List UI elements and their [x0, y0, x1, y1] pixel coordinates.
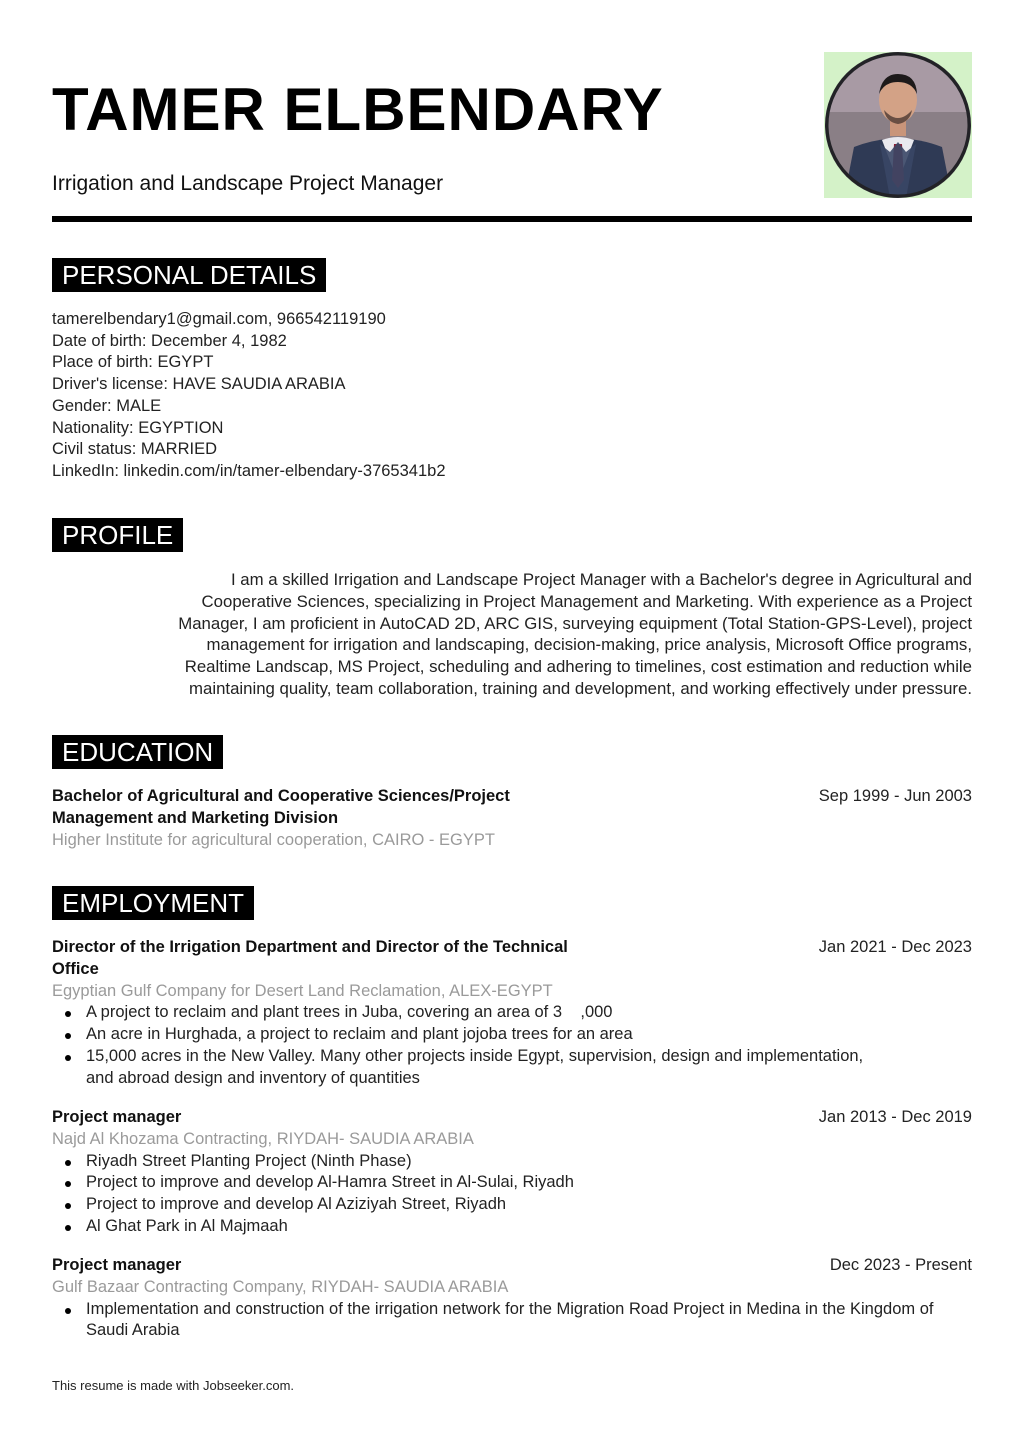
job-achievements-list	[52, 1151, 886, 1238]
linkedin-line: LinkedIn: linkedin.com/in/tamer-elbendary-3765341b2	[52, 461, 446, 480]
job-date: Jan 2021 - Dec 2023	[818, 938, 972, 956]
job-position-title: Director of the Irrigation Department and Director of the Technical Office	[52, 938, 568, 978]
job-date: Dec 2023 - Present	[829, 1256, 972, 1274]
profile-heading: PROFILE	[52, 518, 183, 552]
place-of-birth-line: Place of birth: EGYPT	[52, 353, 214, 372]
profile-line: Manager, I am proficient in AutoCAD 2D, ARC GIS, surveying equipment (Total Station-GPS-Level), project	[178, 613, 972, 633]
personal-details-list	[52, 309, 446, 483]
job-position-title: Project manager	[52, 1108, 182, 1126]
job-achievements-list	[52, 1002, 886, 1089]
list-item: Project to improve and develop Al-Hamra Street in Al-Sulai, Riyadh	[86, 1172, 886, 1194]
profile-photo	[824, 52, 972, 198]
candidate-name: TAMER ELBENDARY	[52, 76, 664, 143]
job-achievements-list	[52, 1299, 956, 1343]
degree-title: Bachelor of Agricultural and Cooperative Sciences/Project Management and Marketing Division	[52, 787, 510, 827]
date-of-birth-line: Date of birth: December 4, 1982	[52, 331, 287, 350]
employment-entry	[52, 1255, 972, 1342]
personal-details-heading: PERSONAL DETAILS	[52, 258, 326, 292]
profile-line: Realtime Landscap, MS Project, scheduling and adhering to timelines, cost estimation and reduction while	[184, 657, 972, 677]
contact-line: tamerelbendary1@gmail.com, 966542119190	[52, 310, 386, 328]
nationality-line: Nationality: EGYPTION	[52, 418, 224, 437]
list-item: Riyadh Street Planting Project (Ninth Phase)	[86, 1151, 886, 1173]
profile-summary	[62, 569, 972, 700]
employment-heading: EMPLOYMENT	[52, 886, 254, 920]
institution: Higher Institute for agricultural cooperation, CAIRO - EGYPT	[52, 830, 495, 849]
profile-line: maintaining quality, team collaboration, training and development, and working effectively under pressure.	[189, 678, 972, 698]
employment-entry	[52, 1107, 972, 1238]
list-item: An acre in Hurghada, a project to reclaim and plant jojoba trees for an area	[86, 1024, 886, 1046]
education-heading: EDUCATION	[52, 735, 223, 769]
profile-line: I am a skilled Irrigation and Landscape Project Manager with a Bachelor's degree in Agricultural and	[230, 570, 972, 589]
profile-photo-image	[824, 52, 972, 198]
profile-line: management for irrigation and landscaping, decision-making, price analysis, Microsoft Office programs,	[206, 635, 972, 655]
job-position-title: Project manager	[52, 1256, 182, 1274]
profile-line: Cooperative Sciences, specializing in Project Management and Marketing. With experience as a Project	[201, 591, 972, 611]
list-item: A project to reclaim and plant trees in Juba, covering an area of 3 ,000	[86, 1002, 886, 1024]
company-name: Najd Al Khozama Contracting, RIYDAH- SAUDIA ARABIA	[52, 1129, 474, 1148]
employment-entry	[52, 937, 972, 1090]
job-title: Irrigation and Landscape Project Manager	[52, 172, 444, 195]
list-item: 15,000 acres in the New Valley. Many other projects inside Egypt, supervision, design and implementation, and abroad design and inventory of quantities	[86, 1046, 886, 1090]
header-divider	[52, 216, 972, 222]
education-date: Sep 1999 - Jun 2003	[818, 787, 972, 805]
company-name: Gulf Bazaar Contracting Company, RIYDAH- SAUDIA ARABIA	[52, 1277, 509, 1296]
list-item: Implementation and construction of the irrigation network for the Migration Road Project in Medina in the Kingdom of Saudi Arabia	[86, 1299, 956, 1343]
gender-line: Gender: MALE	[52, 396, 162, 415]
company-name: Egyptian Gulf Company for Desert Land Reclamation, ALEX-EGYPT	[52, 981, 553, 1000]
list-item: Project to improve and develop Al Aziziyah Street, Riyadh	[86, 1194, 886, 1216]
footer-note: This resume is made with Jobseeker.com.	[52, 1378, 295, 1393]
list-item: Al Ghat Park in Al Majmaah	[86, 1216, 886, 1238]
drivers-license-line: Driver's license: HAVE SAUDIA ARABIA	[52, 375, 346, 394]
job-date: Jan 2013 - Dec 2019	[818, 1108, 972, 1126]
civil-status-line: Civil status: MARRIED	[52, 440, 218, 459]
education-entry	[52, 786, 972, 851]
